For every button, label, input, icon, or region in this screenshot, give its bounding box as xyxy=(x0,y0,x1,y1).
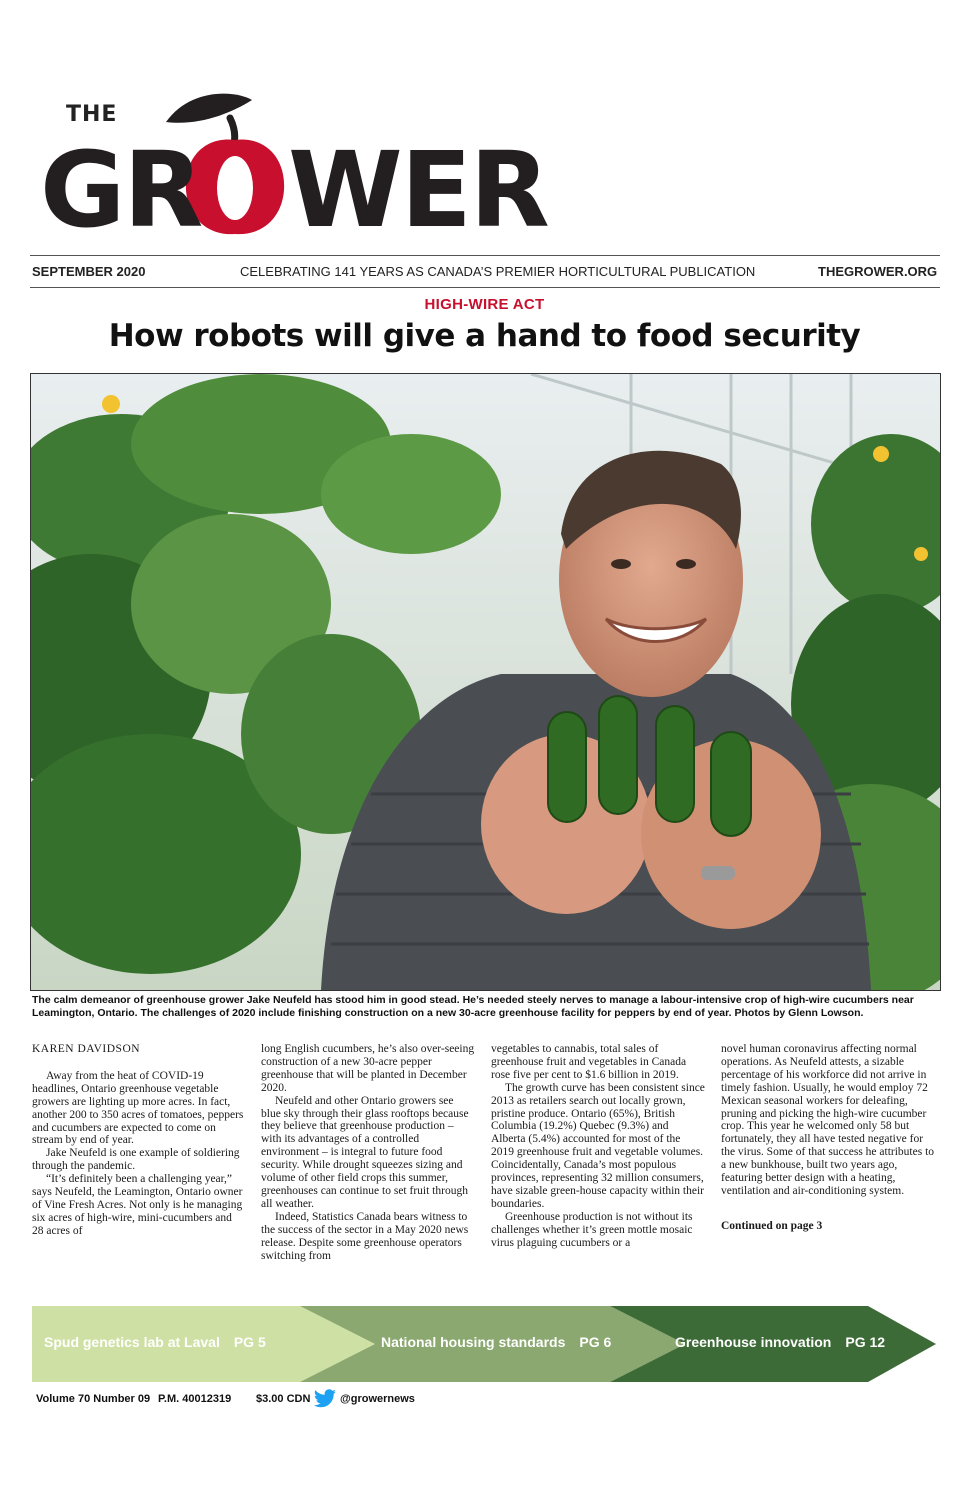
paragraph: long English cucumbers, he’s also over-seeing construction of a new 30-acre pepper greenhouse that will be planted in December 2020. xyxy=(261,1043,475,1094)
issue-date: SEPTEMBER 2020 xyxy=(32,264,146,279)
article-column-3 xyxy=(491,1043,705,1250)
story-kicker: HIGH-WIRE ACT xyxy=(424,296,545,313)
paragraph: Greenhouse production is not without its challenges whether it’s green mottle mosaic virus plaguing cucumbers or a xyxy=(491,1210,693,1249)
twitter-icon xyxy=(312,1389,338,1409)
paragraph: Away from the heat of COVID-19 headlines, Ontario greenhouse vegetable growers are lighting up more acres. In fact, another 200 to 350 acres of tomatoes, peppers and cucumbers are expected to come on stream by end of year. xyxy=(32,1069,244,1147)
paragraph: Neufeld and other Ontario growers see blue sky through their glass rooftops because they believe that greenhouse production – with its advantages of a controlled environment – is integral to future food security. While drought squeezes sizing and volume of other field crops this summer, greenhouses can continue to set fruit through all weather. xyxy=(261,1094,469,1210)
teaser-page: PG 12 xyxy=(845,1334,886,1350)
masthead-the: THE xyxy=(66,102,118,127)
article-column-1 xyxy=(32,1043,246,1238)
paragraph: vegetables to cannabis, total sales of greenhouse fruit and vegetables in Canada rose five per cent to $1.6 billion in 2019. xyxy=(491,1043,687,1081)
banner-top-rule xyxy=(30,255,940,256)
teaser-label: Spud genetics lab at Laval xyxy=(44,1334,220,1350)
teaser-label: Greenhouse innovation xyxy=(675,1334,832,1350)
byline: KAREN DAVIDSON xyxy=(32,1043,141,1055)
masthead-gr: GR xyxy=(40,129,202,242)
paragraph: novel human coronavirus affecting normal operations. As Neufeld attests, a sizable percentage of his workforce did not arrive in timely fashion. Usually, he would employ 72 Mexican seasonal workers for deleafing, pruning and picking the high-wire cucumber crop. This year he welcomed only 58 but fortunately, they all have tested negative for the virus. Some of that success he attributes to a new bunkhouse, built two years ago, featuring better design with a heating, ventilation and air-conditioning system. xyxy=(721,1043,935,1197)
masthead-wer: WER xyxy=(288,129,548,242)
paragraph: “It’s definitely been a challenging year,” says Neufeld, the Leamington, Ontario owner of Vine Fresh Acres. Not only is he managing six acres of high-wire, mini-cucumbers and 28 acres of xyxy=(32,1173,243,1237)
teaser-label: National housing standards xyxy=(381,1334,566,1350)
twitter-handle[interactable]: @growernews xyxy=(340,1393,415,1405)
price: $3.00 CDN xyxy=(256,1393,311,1405)
tagline: CELEBRATING 141 YEARS AS CANADA’S PREMIER HORTICULTURAL PUBLICATION xyxy=(240,264,756,279)
postal-number: P.M. 40012319 xyxy=(158,1393,232,1405)
teaser-page: PG 6 xyxy=(579,1334,612,1350)
teaser-national-housing[interactable] xyxy=(381,1334,611,1350)
continued-link[interactable]: Continued on page 3 xyxy=(721,1219,823,1232)
banner-bottom-rule xyxy=(30,287,940,288)
story-headline: How robots will give a hand to food security xyxy=(108,318,861,354)
teaser-greenhouse-innovation[interactable] xyxy=(675,1334,885,1350)
photo-caption: The calm demeanor of greenhouse grower Jake Neufeld has stood him in good stead. He’s needed steely nerves to manage a labour-intensive crop of high-wire cucumbers near Leamington, Ontario. The challenges of 2020 include finishing construction on a new 30-acre greenhouse facility for peppers by end of year. Photos by Glenn Lowson. xyxy=(32,994,914,1019)
leaf-icon xyxy=(166,94,252,123)
teaser-page: PG 5 xyxy=(233,1334,266,1350)
cover-photo-illustration xyxy=(31,374,940,990)
teaser-spud-genetics[interactable] xyxy=(44,1334,266,1350)
paragraph: Jake Neufeld is one example of soldiering through the pandemic. xyxy=(32,1147,240,1173)
paragraph: Indeed, Statistics Canada bears witness to the success of the sector in a May 2020 news release. Despite some greenhouse operators switching from xyxy=(261,1210,469,1262)
cover-photo xyxy=(30,373,941,991)
masthead-logo xyxy=(30,92,570,242)
volume-number: Volume 70 Number 09 xyxy=(36,1393,151,1405)
website-link[interactable]: THEGROWER.ORG xyxy=(818,264,938,279)
paragraph: The growth curve has been consistent since 2013 as retailers search out locally grown, pristine produce. Ontario (65%), British Columbia (19.2%) Quebec (9.3%) and Alberta (5.4%) accounted for most of the 2019 greenhouse fruit and vegetable volumes. Coincidentally, Canada’s most populous provinces, representing 32 million consumers, have sizable green-house capacity within their boundaries. xyxy=(491,1081,705,1210)
article-column-4 xyxy=(721,1043,935,1233)
article-column-2 xyxy=(261,1043,475,1262)
